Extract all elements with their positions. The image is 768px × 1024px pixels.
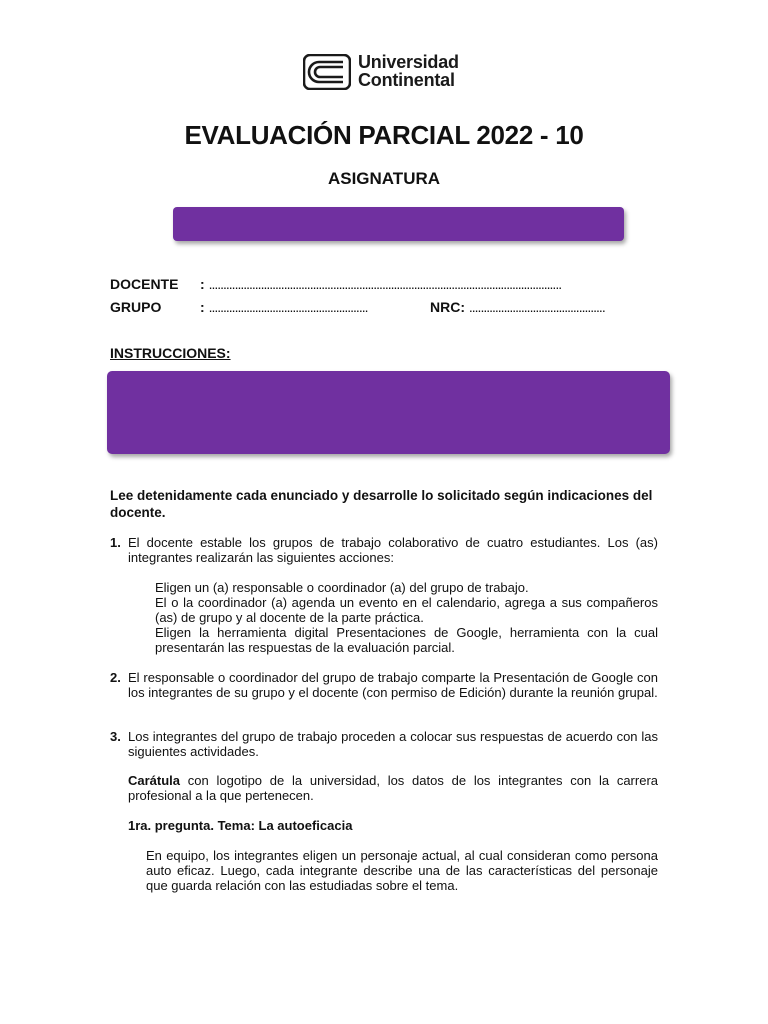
page-title: EVALUACIÓN PARCIAL 2022 - 10	[184, 120, 584, 150]
question1-heading: 1ra. pregunta. Tema: La autoeficacia	[128, 818, 353, 833]
grupo-dots: .......................................................	[208, 299, 368, 315]
university-logo	[303, 52, 473, 92]
caratula-bold: Carátula	[128, 773, 181, 788]
subject-label: ASIGNATURA	[327, 169, 441, 188]
grupo-label: GRUPO	[110, 299, 162, 315]
nrc-label: NRC:	[430, 299, 465, 315]
caratula-text: con logotipo de la universidad, los datos de los integrantes con la carrera profesional a la que pertenecen.	[128, 773, 658, 803]
sub-action-item: Eligen un (a) responsable o coordinador (a) del grupo de trabajo.	[155, 580, 529, 595]
docente-label: DOCENTE	[110, 276, 179, 292]
sub-actions	[155, 580, 658, 655]
docente-line	[200, 276, 561, 292]
sub-action-item: Eligen la herramienta digital Presentaciones de Google, herramienta con la cual presentarán las respuestas de la evaluación parcial.	[155, 625, 658, 655]
docente-dots: ..........................................................................................................................	[208, 276, 562, 292]
lead-paragraph: Lee detenidamente cada enunciado y desarrolle lo solicitado según indicaciones del docente.	[110, 488, 653, 520]
logo-text-line2: Continental	[358, 70, 455, 90]
subject-banner	[173, 207, 624, 241]
item-number: 1.	[110, 535, 121, 550]
instructions-banner	[107, 371, 670, 454]
nrc-line	[430, 299, 605, 315]
item-number: 2.	[110, 670, 121, 685]
logo-text-line1: Universidad	[358, 52, 459, 72]
grupo-line	[200, 299, 368, 315]
item-number: 3.	[110, 729, 121, 744]
list-item	[110, 535, 658, 565]
item-text: El responsable o coordinador del grupo de trabajo comparte la Presentación de Google con los integrantes de su grupo y el docente (con permiso de Edición) durante la reunión grupal.	[128, 670, 658, 700]
sub-action-item: El o la coordinador (a) agenda un evento en el calendario, agrega a sus compañeros (as) de grupo y al docente de la parte práctica.	[155, 595, 658, 625]
list-item	[110, 670, 658, 700]
item-text: Los integrantes del grupo de trabajo proceden a colocar sus respuestas de acuerdo con las siguientes actividades.	[128, 729, 658, 759]
question1-text: En equipo, los integrantes eligen un personaje actual, al cual consideran como persona auto eficaz. Luego, cada integrante describe una de las características del personaje que guarda relación con las estudiadas sobre el tema.	[146, 848, 658, 893]
item-text: El docente estable los grupos de trabajo colaborativo de cuatro estudiantes. Los (as) integrantes realizarán las siguientes acciones:	[128, 535, 658, 565]
nrc-dots: ...............................................	[468, 299, 605, 315]
instructions-heading: INSTRUCCIONES:	[110, 345, 231, 361]
grupo-colon: :	[200, 299, 205, 315]
logo-mark-icon	[303, 54, 351, 90]
docente-colon: :	[200, 276, 205, 292]
list-item	[110, 729, 658, 759]
caratula-paragraph	[128, 773, 658, 803]
